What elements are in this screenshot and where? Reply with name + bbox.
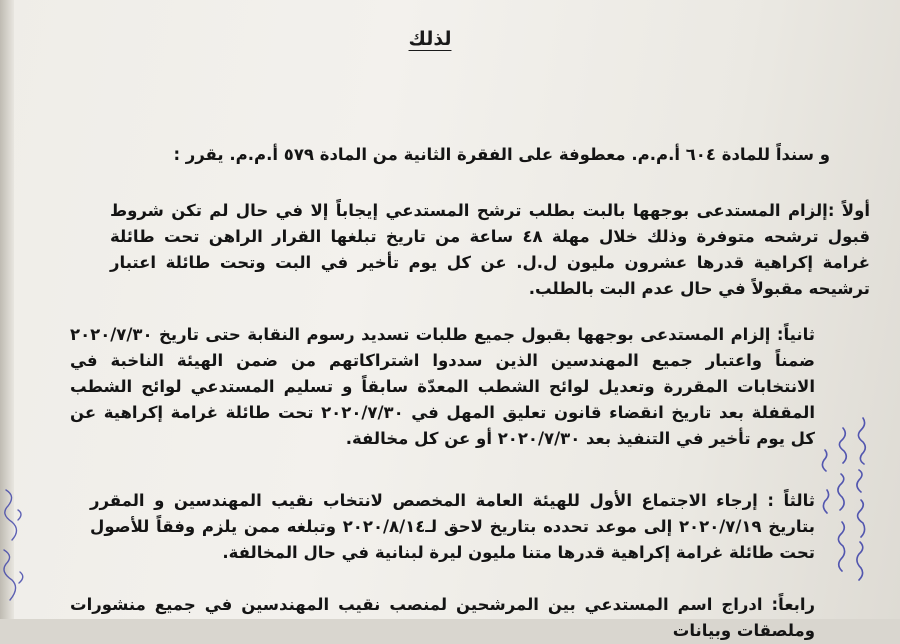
paragraph-third: ثالثاً : إرجاء الاجتماع الأول للهيئة العامة المخصص لانتخاب نقيب المهندسين و المقرر بتاريخ ٢٠٢٠/٧/١٩ إلى موعد تحدده بتاريخ لاحق لـ٢٠٢٠/٨/١٤ وتبلغه ممن يلزم وفقاً للأصول تحت طائلة غرامة إكراهية قدرها متنا مليون ليرة لبنانية في حال المخالفة. <box>90 491 815 562</box>
intro-paragraph: و سنداً للمادة ٦٠٤ أ.م.م. معطوفة على الفقرة الثانية من المادة ٥٧٩ أ.م.م. يقرر : <box>173 145 830 164</box>
handwritten-left-scribble <box>0 480 34 619</box>
handwritten-margin-note <box>815 410 875 610</box>
document-title: لذلك <box>408 28 452 50</box>
paragraph-second: ثانياً: إلزام المستدعى بوجهها بقبول جميع طلبات تسديد رسوم النقابة حتى تاريخ ٢٠٢٠/٧/٣٠ ضمناً واعتبار جميع المهندسين الذين سددوا اشتراكاتهم من ضمن الهيئة الناخبة في الانتخابات المقررة وتعديل لوائح الشطب المعدّة سابقاً و تسليم المستدعي لوائح الشطب المقفلة بعد تاريخ انقضاء قانون تعليق المهل في ٢٠٢٠/٧/٣٠ تحت طائلة غرامة إكراهية عن كل يوم تأخير في التنفيذ بعد ٢٠٢٠/٧/٣٠ أو عن كل مخالفة. <box>70 325 815 448</box>
paragraph-first: أولاً :إلزام المستدعى بوجهها بالبت بطلب ترشح المستدعي إيجاباً إلا في حال لم تكن شروط قبول ترشحه متوفرة وذلك خلال مهلة ٤٨ ساعة من تاريخ تبلغها القرار الراهن تحت طائلة غرامة إكراهية قدرها عشرون مليون ل.ل. عن كل يوم تأخير في البت وتحت طائلة اعتبار ترشيحه مقبولاً في حال عدم البت بالطلب. <box>110 201 870 298</box>
paragraph-fourth: رابعاً: ادراج اسم المستدعي بين المرشحين لمنصب نقيب المهندسين في جميع منشورات وملصقات وبيانات <box>70 595 815 640</box>
